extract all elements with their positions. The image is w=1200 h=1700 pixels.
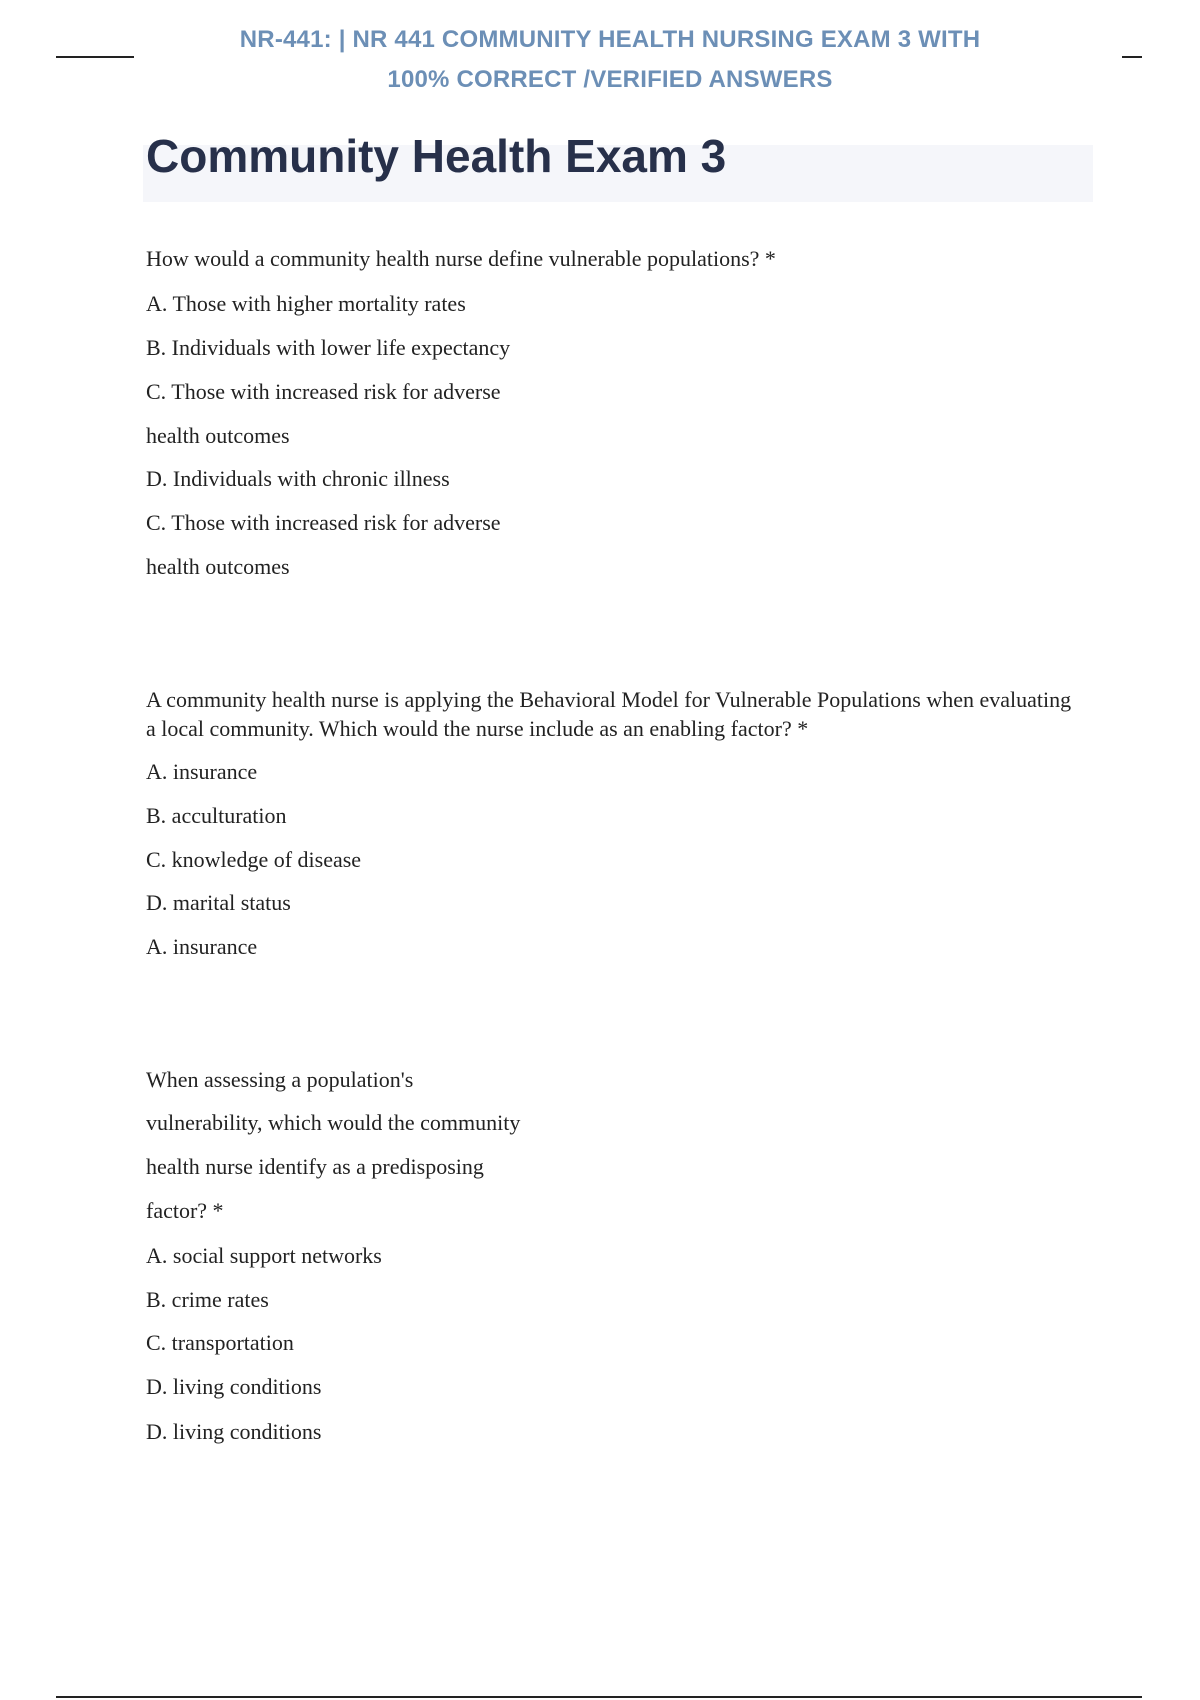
question-2-option-c: C. knowledge of disease [146, 847, 362, 872]
question-3-option-a: A. social support networks [146, 1243, 382, 1268]
question-2-option-a: A. insurance [146, 759, 258, 784]
question-1-option-a: A. Those with higher mortality rates [146, 291, 466, 316]
question-1-option-c: C. Those with increased risk for adverse [146, 379, 501, 404]
page-title: Community Health Exam 3 [146, 130, 727, 182]
question-3-text: When assessing a population's [146, 1067, 414, 1092]
header-rule-right [1122, 56, 1142, 58]
question-3-text-cont-1: vulnerability, which would the community [146, 1110, 521, 1135]
header-line-2: 100% CORRECT /VERIFIED ANSWERS [387, 66, 833, 93]
question-1-text: How would a community health nurse define vulnerable populations? * [146, 246, 776, 271]
question-1-option-d: D. Individuals with chronic illness [146, 466, 450, 491]
question-3-text-cont-2: health nurse identify as a predisposing [146, 1154, 484, 1179]
question-2-answer: A. insurance [146, 934, 258, 959]
question-1-answer-cont: health outcomes [146, 554, 290, 579]
question-3-option-d: D. living conditions [146, 1374, 322, 1399]
footer-rule [56, 1696, 1142, 1698]
question-3-option-b: B. crime rates [146, 1287, 269, 1312]
header-line-1: NR-441: | NR 441 COMMUNITY HEALTH NURSING EXAM 3 WITH [239, 26, 981, 53]
question-1-option-b: B. Individuals with lower life expectancy [146, 335, 511, 360]
question-1-answer: C. Those with increased risk for adverse [146, 510, 501, 535]
question-3-option-c: C. transportation [146, 1330, 294, 1355]
question-2-option-b: B. acculturation [146, 803, 287, 828]
question-3-text-cont-3: factor? * [146, 1198, 224, 1223]
question-1-option-c-cont: health outcomes [146, 423, 290, 448]
question-2-option-d: D. marital status [146, 890, 291, 915]
header-rule-left [56, 56, 134, 58]
question-2-text: A community health nurse is applying the Behavioral Model for Vulnerable Populations when evaluating a local community. Which would the nurse include as an enabling factor? * [146, 687, 1072, 741]
question-3-answer: D. living conditions [146, 1419, 322, 1444]
document-header [150, 20, 1070, 100]
